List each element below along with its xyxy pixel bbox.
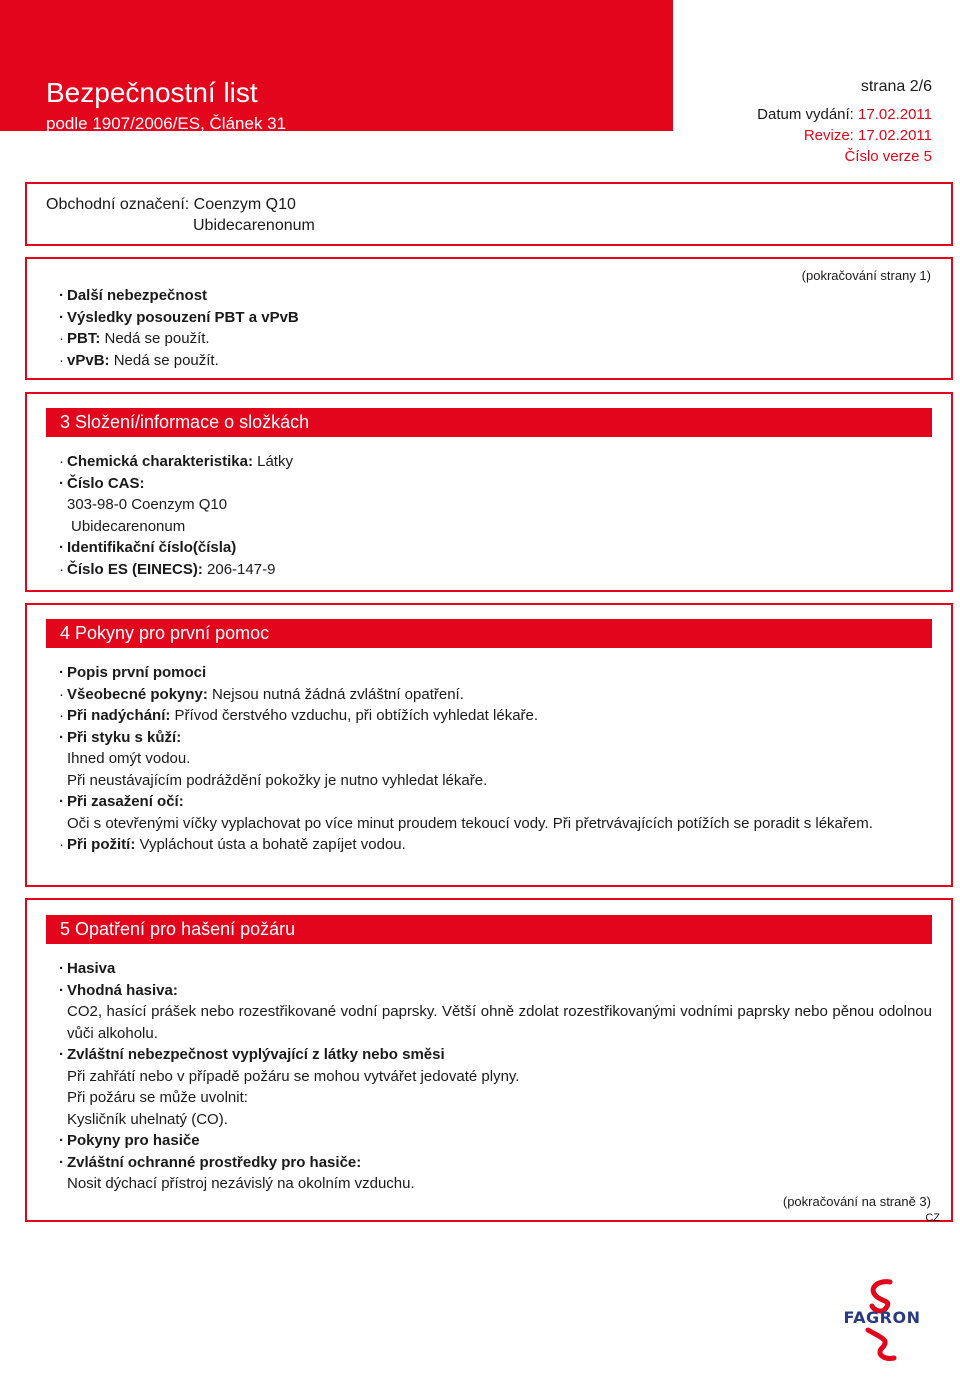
section-line: · Při zasažení očí:: [59, 793, 184, 810]
section-line: · Vhodná hasiva:: [59, 981, 178, 999]
trade-name: [46, 194, 315, 236]
country-code: CZ: [925, 1212, 940, 1224]
section-text: Při zahřátí nebo v případě požáru se mohou vytvářet jedovaté plyny.: [67, 1067, 520, 1085]
hazard-label: PBT:: [67, 330, 101, 347]
section-4-box: [25, 603, 953, 887]
hazard-line: · Výsledky posouzení PBT a vPvB: [59, 308, 299, 326]
section-5-box: [25, 898, 953, 1222]
hazard-value: Nedá se použít.: [109, 351, 219, 369]
header-band: [0, 0, 673, 131]
section-text: Kysličník uhelnatý (CO).: [67, 1110, 228, 1128]
section-line: · Hasiva: [59, 960, 116, 977]
hazard-value: Nedá se použít.: [100, 330, 210, 347]
section-label: Všeobecné pokyny:: [67, 685, 208, 703]
section-line-text: Pokyny pro hasiče: [67, 1132, 200, 1149]
hazard-line-text: Další nebezpečnost: [67, 287, 208, 304]
section-line: · Popis první pomoci: [59, 664, 207, 681]
section-value: Vypláchout ústa a bohatě zapíjet vodou.: [135, 836, 406, 853]
section-line: · Pokyny pro hasiče: [59, 1132, 200, 1149]
issue-date: [757, 104, 932, 125]
cas-line: 303-98-0 Coenzym Q10: [67, 496, 228, 513]
section-value: Nejsou nutná žádná zvláštní opatření.: [207, 685, 464, 703]
hazard-line: · PBT: Nedá se použít.: [59, 330, 210, 347]
section-line-text: Hasiva: [67, 960, 116, 977]
revision-value: 17.02.2011: [858, 127, 932, 144]
revision-date: [757, 125, 932, 146]
section-4-content: [59, 662, 932, 856]
page-number: strana 2/6: [860, 78, 932, 95]
hazard-line: · vPvB: Nedá se použít.: [59, 351, 219, 369]
section-4-heading: 4 Pokyny pro první pomoc: [46, 619, 932, 648]
section-5-content: [59, 958, 932, 1195]
section-value: Přívod čerstvého vzduchu, při obtížích vyhledat lékaře.: [170, 707, 539, 724]
section-line-text: Číslo CAS:: [67, 474, 145, 492]
trade-name-line1: Obchodní označení: Coenzym Q10: [46, 196, 296, 213]
continuation-note: (pokračování na straně 3): [782, 1194, 931, 1209]
section-line: · Číslo ES (EINECS): 206-147-9: [59, 560, 276, 578]
section-line: · Při styku s kůží:: [59, 728, 182, 746]
issue-date-value: 17.02.2011: [858, 106, 932, 123]
fagron-logo: [838, 1278, 926, 1364]
section-line-text: Při zasažení očí:: [67, 793, 184, 810]
section-line-text: Identifikační číslo(čísla): [67, 539, 237, 556]
hazard-line: · Další nebezpečnost: [59, 287, 208, 304]
section-3-heading: 3 Složení/informace o složkách: [46, 408, 932, 437]
section-text: Při požáru se může uvolnit:: [67, 1089, 248, 1106]
trade-name-box: [25, 182, 953, 246]
other-hazards-box: [25, 257, 953, 380]
section-text: Oči s otevřenými víčky vyplachovat po více minut proudem tekoucí vody. Při přetrvávajících potížích se poradit s lékařem.: [67, 814, 873, 832]
section-line: · Chemická charakteristika: Látky: [59, 453, 293, 470]
section-line-text: Popis první pomoci: [67, 664, 207, 681]
cas-name-line: Ubidecarenonum: [71, 517, 186, 535]
section-line: · Zvláštní ochranné prostředky pro hasiče:: [59, 1153, 362, 1171]
section-text: Ihned omýt vodou.: [67, 750, 191, 767]
section-line: · Při nadýchání: Přívod čerstvého vzduchu, při obtížích vyhledat lékaře.: [59, 707, 539, 724]
document-title: Bezpečnostní list: [46, 77, 258, 108]
section-label: Při požití:: [67, 836, 136, 853]
section-label: Číslo ES (EINECS):: [67, 560, 203, 578]
section-line-text: Zvláštní ochranné prostředky pro hasiče:: [67, 1153, 362, 1171]
hazard-label: vPvB:: [67, 351, 110, 369]
section-3-content: [59, 451, 932, 580]
section-line-text: Vhodná hasiva:: [67, 981, 178, 999]
section-label: Chemická charakteristika:: [67, 453, 253, 470]
version-number: Číslo verze 5: [844, 148, 932, 165]
section-line-text: Při styku s kůží:: [67, 728, 182, 746]
section-line: · Zvláštní nebezpečnost vyplývající z látky nebo směsi: [59, 1046, 445, 1063]
section-5-heading: 5 Opatření pro hašení požáru: [46, 915, 932, 944]
trade-name-line2: Ubidecarenonum: [193, 217, 315, 234]
section-value: Látky: [252, 453, 293, 470]
section-line: · Číslo CAS:: [59, 474, 145, 492]
section-label: Při nadýchání:: [67, 707, 171, 724]
section-line: · Všeobecné pokyny: Nejsou nutná žádná zvláštní opatření.: [59, 685, 464, 703]
section-text: Nosit dýchací přístroj nezávislý na okolním vzduchu.: [67, 1175, 415, 1192]
continuation-note: (pokračování strany 1): [801, 268, 931, 283]
section-line-text: Zvláštní nebezpečnost vyplývající z látky nebo směsi: [67, 1046, 445, 1063]
logo-text: FAGRON: [843, 1308, 921, 1327]
revision-label: Revize:: [803, 127, 854, 144]
document-subtitle: podle 1907/2006/ES, Článek 31: [46, 114, 287, 133]
section-text: CO2, hasící prášek nebo rozestřikované vodní paprsky. Větší ohně zdolat rozestřikovanými vodními paprsky nebo pěnou odolnou vůči alkoholu.: [67, 1003, 932, 1042]
section-line: · Identifikační číslo(čísla): [59, 539, 237, 556]
other-hazards-content: [59, 285, 932, 371]
section-3-box: [25, 392, 953, 592]
hazard-line-text: Výsledky posouzení PBT a vPvB: [67, 308, 299, 326]
section-line: · Při požití: Vypláchout ústa a bohatě zapíjet vodou.: [59, 836, 406, 853]
section-value: 206-147-9: [202, 560, 276, 578]
header-meta: [757, 76, 932, 167]
issue-date-label: Datum vydání:: [757, 106, 854, 123]
section-text: Při neustávajícím podráždění pokožky je nutno vyhledat lékaře.: [67, 771, 488, 789]
